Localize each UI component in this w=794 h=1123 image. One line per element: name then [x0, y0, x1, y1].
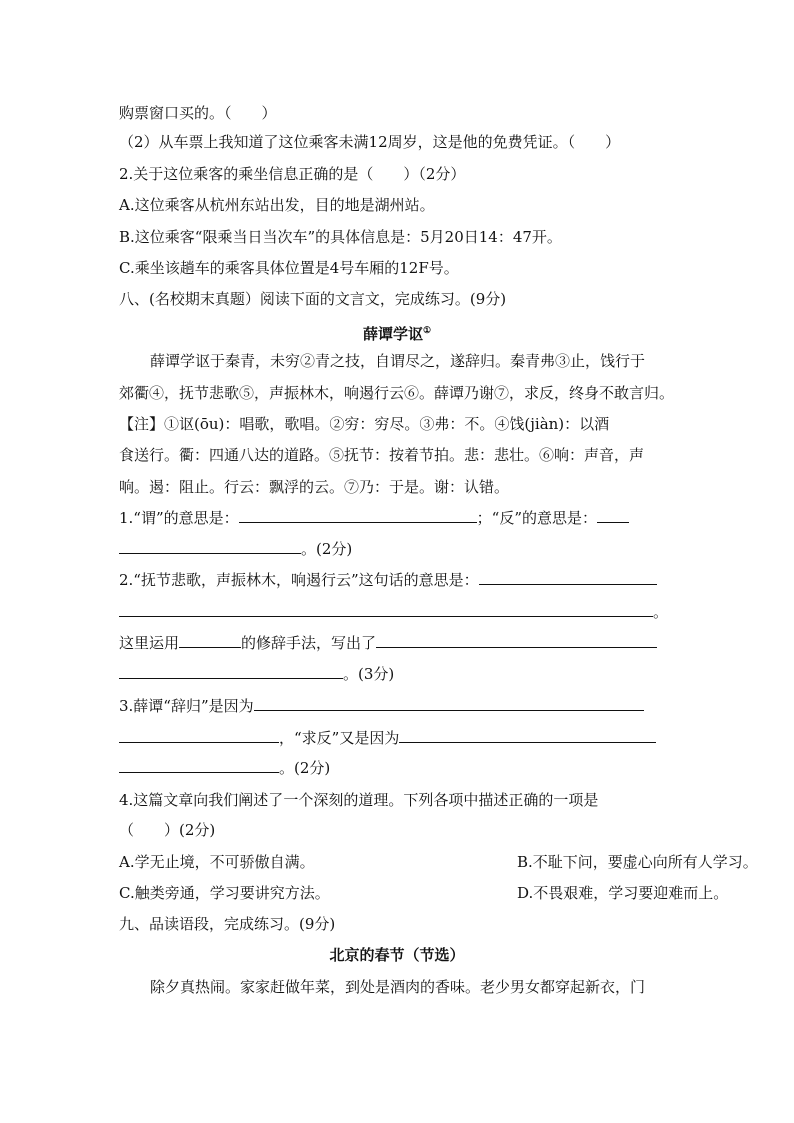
- question-2-line-3: 这里运用 的修辞手法，写出了: [119, 632, 674, 654]
- option-4d: D.不畏艰难，学习要迎难而上。: [517, 884, 729, 902]
- answer-blank[interactable]: [119, 728, 279, 743]
- section-9-heading: 九、品读语段，完成练习。(9分): [119, 915, 336, 933]
- question-2: 2.关于这位乘客的乘坐信息正确的是（ ）（2分）: [119, 165, 466, 183]
- question-1-line-2: 。(2分): [119, 538, 674, 560]
- question-2-line-2: 。: [119, 601, 674, 623]
- answer-blank[interactable]: [119, 539, 301, 554]
- question-4-options-row-2: [119, 882, 729, 904]
- option-a: A.这位乘客从杭州东站出发，目的地是湖州站。: [119, 196, 435, 214]
- passage-1-title: 薛谭学讴①: [362, 325, 432, 343]
- passage-2-line-1: 除夕真热闹。家家赶做年菜，到处是酒肉的香味。老少男女都穿起新衣，门: [150, 978, 646, 996]
- question-4-line: 4.这篇文章向我们阐述了一个深刻的道理。下列各项中描述正确的一项是: [119, 791, 599, 809]
- answer-blank[interactable]: [119, 602, 653, 617]
- option-b: B.这位乘客“限乘当日当次车”的具体信息是：5月20日14：47开。: [119, 228, 562, 246]
- answer-blank[interactable]: [179, 633, 241, 648]
- option-4c: C.触类旁通，学习要讲究方法。: [119, 884, 330, 902]
- question-2-line: 2.“抚节悲歌，声振林木，响遏行云”这句话的意思是：: [119, 569, 674, 591]
- option-4b: B.不耻下问，要虚心向所有人学习。: [517, 853, 758, 871]
- option-c: C.乘坐该趟车的乘客具体位置是4号车厢的12F号。: [119, 259, 459, 277]
- answer-blank[interactable]: [239, 508, 477, 523]
- option-4a: A.学无止境，不可骄傲自满。: [119, 853, 315, 871]
- answer-blank[interactable]: [119, 664, 343, 679]
- title-footnote-mark: ①: [422, 326, 432, 336]
- line-2: （2）从车票上我知道了这位乘客未满12周岁，这是他的免费凭证。（ ）: [119, 133, 621, 151]
- question-4-options-row-1: [119, 851, 758, 873]
- answer-blank[interactable]: [479, 570, 657, 585]
- notes-line-2: 食送行。衢：四通八达的道路。⑤抚节：按着节拍。悲：悲壮。⑥响：声音，声: [119, 446, 645, 464]
- question-3-line-2: ，“求反”又是因为: [119, 727, 674, 749]
- answer-blank[interactable]: [597, 508, 629, 523]
- question-3-line-3: 。(2分): [119, 757, 674, 779]
- passage-1-line-1: 薛谭学讴于秦青，未穷②青之技，自谓尽之，遂辞归。秦青弗③止，饯行于: [150, 352, 646, 370]
- notes-line-1: 【注】①讴(ōu)：唱歌，歌唱。②穷：穷尽。③弗：不。④饯(jiàn)：以酒: [119, 415, 610, 433]
- answer-blank[interactable]: [254, 696, 644, 711]
- notes-line-3: 响。遏：阻止。行云：飘浮的云。⑦乃：于是。谢：认错。: [119, 478, 510, 496]
- answer-blank[interactable]: [399, 728, 656, 743]
- question-3-line: 3.薛谭“辞归”是因为: [119, 695, 674, 717]
- answer-blank[interactable]: [119, 758, 279, 773]
- section-8-heading: 八、(名校期末真题）阅读下面的文言文，完成练习。(9分): [119, 290, 507, 308]
- question-4-line-2: （ ）(2分): [119, 821, 216, 839]
- question-2-line-4: 。(3分): [119, 663, 674, 685]
- question-1-line: 1.“谓”的意思是： ；“反”的意思是：: [119, 507, 674, 529]
- passage-1-line-2: 郊衢④，抚节悲歌⑤，声振林木，响遏行云⑥。薛谭乃谢⑦，求反，终身不敢言归。: [119, 384, 675, 402]
- answer-blank[interactable]: [376, 633, 657, 648]
- passage-2-title: 北京的春节（节选）: [329, 946, 465, 964]
- line-1: 购票窗口买的。（ ）: [119, 104, 277, 122]
